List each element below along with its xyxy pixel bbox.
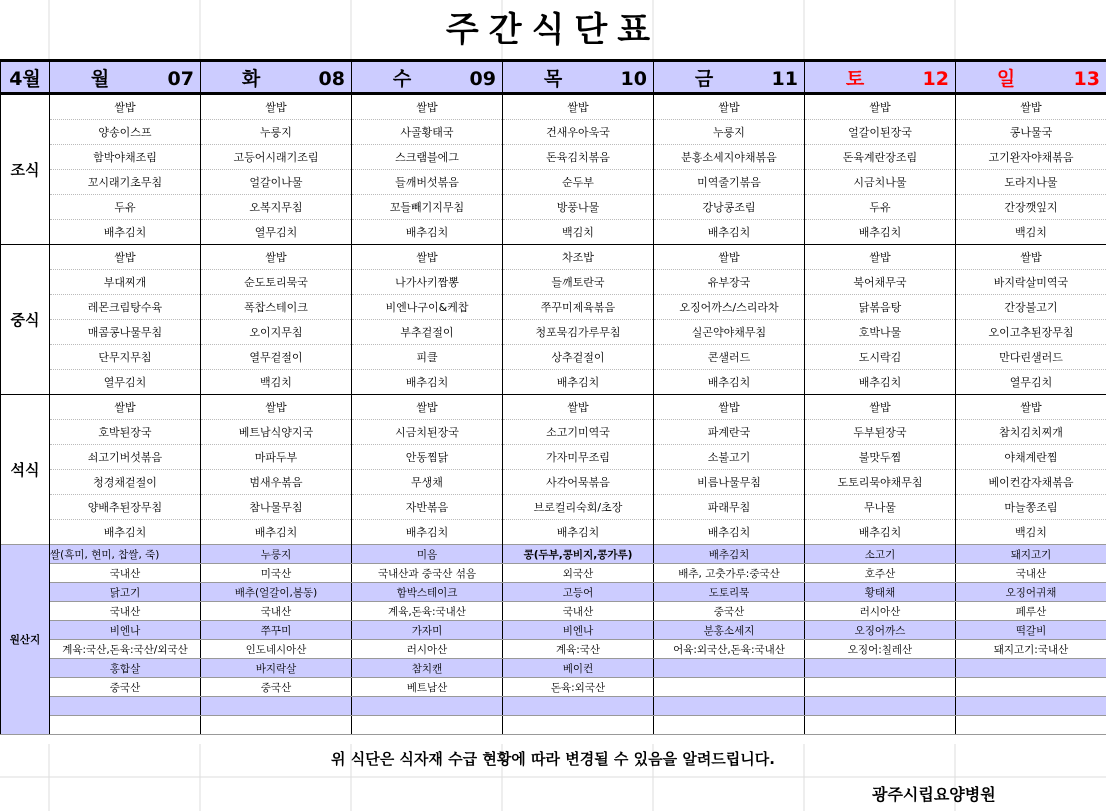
origin-country: 외국산 — [503, 564, 654, 583]
origin-country — [805, 716, 956, 735]
menu-item: 차조밥 — [503, 245, 654, 270]
origin-country: 계육:국산,돈육:국산/외국산 — [50, 640, 201, 659]
meal-row — [1, 120, 1106, 145]
origin-ingredient: 고등어 — [503, 583, 654, 602]
meal-row — [1, 520, 1106, 545]
menu-item: 소고기미역국 — [503, 420, 654, 445]
menu-item: 바지락살미역국 — [956, 270, 1106, 295]
day-name: 목 — [543, 67, 563, 90]
menu-item: 열무김치 — [50, 370, 201, 395]
origin-ingredient: 소고기 — [805, 545, 956, 564]
origin-row — [1, 583, 1106, 602]
menu-item: 베트남식양지국 — [201, 420, 352, 445]
menu-item: 무생채 — [352, 470, 503, 495]
menu-item: 두유 — [805, 195, 956, 220]
meal-label: 중식 — [1, 245, 50, 395]
menu-item: 쌀밥 — [50, 94, 201, 120]
menu-item: 불맛두찜 — [805, 445, 956, 470]
meal-row — [1, 145, 1106, 170]
origin-country: 국내산 — [201, 602, 352, 621]
origin-label: 원산지 — [1, 545, 50, 735]
origin-row — [1, 564, 1106, 583]
meal-row — [1, 220, 1106, 245]
origin-ingredient: 참치캔 — [352, 659, 503, 678]
weekly-menu-table — [0, 59, 1106, 735]
menu-item: 무나물 — [805, 495, 956, 520]
menu-item: 들깨토란국 — [503, 270, 654, 295]
menu-item: 레몬크림탕수육 — [50, 295, 201, 320]
menu-item: 백김치 — [956, 220, 1106, 245]
menu-item: 비름나물무침 — [654, 470, 805, 495]
origin-ingredient: 떡갈비 — [956, 621, 1106, 640]
origin-country: 국내산과 중국산 섞음 — [352, 564, 503, 583]
menu-item: 건새우아욱국 — [503, 120, 654, 145]
menu-item: 배추김치 — [50, 220, 201, 245]
meal-row — [1, 94, 1106, 120]
menu-item: 콘샐러드 — [654, 345, 805, 370]
menu-item: 자반볶음 — [352, 495, 503, 520]
menu-item: 청포묵김가루무침 — [503, 320, 654, 345]
menu-item: 쌀밥 — [956, 395, 1106, 420]
origin-ingredient: 바지락살 — [201, 659, 352, 678]
menu-item: 마늘쫑조림 — [956, 495, 1106, 520]
menu-item: 실곤약야채무침 — [654, 320, 805, 345]
origin-row — [1, 678, 1106, 697]
origin-ingredient — [50, 697, 201, 716]
menu-item: 사각어묵볶음 — [503, 470, 654, 495]
origin-country: 인도네시아산 — [201, 640, 352, 659]
menu-item: 폭찹스테이크 — [201, 295, 352, 320]
menu-item: 배추김치 — [654, 520, 805, 545]
origin-ingredient — [201, 697, 352, 716]
menu-item: 쌀밥 — [503, 395, 654, 420]
menu-item: 브로컬리숙회/초장 — [503, 495, 654, 520]
menu-item: 파래무침 — [654, 495, 805, 520]
origin-ingredient — [956, 697, 1106, 716]
origin-country: 중국산 — [50, 678, 201, 697]
day-name: 토 — [845, 67, 865, 90]
menu-item: 배추김치 — [503, 520, 654, 545]
day-header-row — [1, 61, 1106, 94]
menu-item: 배추김치 — [503, 370, 654, 395]
meal-row — [1, 445, 1106, 470]
menu-item: 쌀밥 — [805, 94, 956, 120]
menu-item: 오이지무침 — [201, 320, 352, 345]
day-name: 금 — [694, 67, 714, 90]
menu-change-notice: 위 식단은 식자재 수급 현황에 따라 변경될 수 있음을 알려드립니다. — [331, 750, 775, 768]
menu-item: 들깨버섯볶음 — [352, 170, 503, 195]
menu-item: 도시락김 — [805, 345, 956, 370]
menu-item: 양배추된장무침 — [50, 495, 201, 520]
menu-item: 범새우볶음 — [201, 470, 352, 495]
menu-item: 양송이스프 — [50, 120, 201, 145]
origin-ingredient: 도토리묵 — [654, 583, 805, 602]
origin-country: 어육:외국산,돈육:국내산 — [654, 640, 805, 659]
origin-country — [654, 716, 805, 735]
menu-item: 간장깻잎지 — [956, 195, 1106, 220]
meal-row — [1, 270, 1106, 295]
menu-item: 쌀밥 — [352, 395, 503, 420]
origin-country: 국내산 — [956, 564, 1106, 583]
origin-ingredient — [654, 697, 805, 716]
day-header-2 — [352, 61, 503, 94]
menu-item: 사골황태국 — [352, 120, 503, 145]
day-date: 07 — [167, 67, 194, 90]
origin-country — [654, 678, 805, 697]
menu-item: 꼬시래기초무침 — [50, 170, 201, 195]
menu-item: 마파두부 — [201, 445, 352, 470]
menu-item: 배추김치 — [654, 370, 805, 395]
origin-ingredient — [805, 659, 956, 678]
origin-country: 오징어:칠레산 — [805, 640, 956, 659]
menu-item: 오이고추된장무침 — [956, 320, 1106, 345]
menu-item: 청경채겉절이 — [50, 470, 201, 495]
origin-country: 페루산 — [956, 602, 1106, 621]
origin-ingredient: 분홍소세지 — [654, 621, 805, 640]
origin-row — [1, 602, 1106, 621]
menu-item: 부대찌개 — [50, 270, 201, 295]
meal-row — [1, 195, 1106, 220]
meal-row — [1, 420, 1106, 445]
day-name: 일 — [996, 67, 1016, 90]
menu-item: 고등어시래기조림 — [201, 145, 352, 170]
origin-country: 배추, 고춧가루:중국산 — [654, 564, 805, 583]
origin-ingredient: 돼지고기 — [956, 545, 1106, 564]
origin-row — [1, 545, 1106, 564]
menu-item: 누룽지 — [201, 120, 352, 145]
menu-item: 상추겉절이 — [503, 345, 654, 370]
menu-item: 쌀밥 — [50, 395, 201, 420]
menu-item: 배추김치 — [352, 520, 503, 545]
origin-country — [805, 678, 956, 697]
menu-item: 단무지무침 — [50, 345, 201, 370]
menu-item: 열무김치 — [956, 370, 1106, 395]
origin-ingredient: 콩(두부,콩비지,콩가루) — [503, 545, 654, 564]
origin-ingredient: 홍합살 — [50, 659, 201, 678]
origin-row — [1, 716, 1106, 735]
menu-item: 백김치 — [503, 220, 654, 245]
menu-item: 콩나물국 — [956, 120, 1106, 145]
menu-item: 도라지나물 — [956, 170, 1106, 195]
menu-item: 배추김치 — [654, 220, 805, 245]
day-header-4 — [654, 61, 805, 94]
menu-item: 도토리묵야채무침 — [805, 470, 956, 495]
day-name: 화 — [241, 67, 261, 90]
day-header-1 — [201, 61, 352, 94]
meal-row — [1, 320, 1106, 345]
menu-item: 부추겉절이 — [352, 320, 503, 345]
day-header-0 — [50, 61, 201, 94]
menu-item: 방풍나물 — [503, 195, 654, 220]
origin-country: 러시아산 — [805, 602, 956, 621]
day-date: 09 — [469, 67, 496, 90]
menu-item: 오징어까스/스리라차 — [654, 295, 805, 320]
menu-item: 백김치 — [956, 520, 1106, 545]
menu-item: 참나물무침 — [201, 495, 352, 520]
month-cell: 4월 — [1, 61, 50, 94]
day-name: 월 — [90, 67, 110, 90]
menu-item: 베이컨감자채볶음 — [956, 470, 1106, 495]
origin-country: 계육:국산 — [503, 640, 654, 659]
origin-country: 호주산 — [805, 564, 956, 583]
menu-item: 나가사키짬뽕 — [352, 270, 503, 295]
origin-country: 중국산 — [201, 678, 352, 697]
menu-item: 파계란국 — [654, 420, 805, 445]
origin-row — [1, 659, 1106, 678]
meal-label: 석식 — [1, 395, 50, 545]
menu-item: 쌀밥 — [201, 395, 352, 420]
day-header-5 — [805, 61, 956, 94]
menu-item: 닭볶음탕 — [805, 295, 956, 320]
menu-item: 강낭콩조림 — [654, 195, 805, 220]
menu-item: 참치김치찌개 — [956, 420, 1106, 445]
menu-item: 쌀밥 — [201, 245, 352, 270]
day-header-6 — [956, 61, 1106, 94]
menu-item: 순도토리묵국 — [201, 270, 352, 295]
menu-item: 피클 — [352, 345, 503, 370]
menu-item: 호박나물 — [805, 320, 956, 345]
menu-item: 배추김치 — [805, 520, 956, 545]
origin-country — [352, 716, 503, 735]
origin-ingredient: 미음 — [352, 545, 503, 564]
meal-row — [1, 395, 1106, 420]
menu-item: 얼갈이된장국 — [805, 120, 956, 145]
menu-item: 만다린샐러드 — [956, 345, 1106, 370]
menu-item: 배추김치 — [201, 520, 352, 545]
menu-item: 꼬들빼기지무침 — [352, 195, 503, 220]
origin-country: 중국산 — [654, 602, 805, 621]
menu-item: 호박된장국 — [50, 420, 201, 445]
meal-row — [1, 495, 1106, 520]
origin-ingredient: 베이컨 — [503, 659, 654, 678]
day-header-3 — [503, 61, 654, 94]
menu-item: 쌀밥 — [654, 94, 805, 120]
menu-item: 매콤콩나물무침 — [50, 320, 201, 345]
page-title: 주간식단표 — [445, 10, 661, 50]
menu-item: 북어채무국 — [805, 270, 956, 295]
origin-country — [956, 678, 1106, 697]
origin-ingredient: 황태채 — [805, 583, 956, 602]
menu-item: 미역줄기볶음 — [654, 170, 805, 195]
day-date: 08 — [318, 67, 345, 90]
menu-item: 분홍소세지야채볶음 — [654, 145, 805, 170]
menu-item: 고기완자야채볶음 — [956, 145, 1106, 170]
menu-item: 배추김치 — [352, 220, 503, 245]
menu-item: 쌀밥 — [956, 94, 1106, 120]
origin-country — [503, 716, 654, 735]
origin-ingredient: 오징어까스 — [805, 621, 956, 640]
origin-row — [1, 640, 1106, 659]
menu-item: 쌀밥 — [201, 94, 352, 120]
origin-country: 미국산 — [201, 564, 352, 583]
origin-ingredient: 쭈꾸미 — [201, 621, 352, 640]
hospital-name: 광주시립요양병원 — [872, 785, 996, 804]
menu-item: 가자미무조림 — [503, 445, 654, 470]
menu-item: 쌀밥 — [503, 94, 654, 120]
origin-country: 계육,돈육:국내산 — [352, 602, 503, 621]
day-date: 12 — [922, 67, 949, 90]
menu-item: 쇠고기버섯볶음 — [50, 445, 201, 470]
day-name: 수 — [392, 67, 412, 90]
origin-country — [956, 716, 1106, 735]
menu-item: 간장불고기 — [956, 295, 1106, 320]
menu-item: 쌀밥 — [654, 395, 805, 420]
menu-item: 시금치된장국 — [352, 420, 503, 445]
menu-item: 유부장국 — [654, 270, 805, 295]
menu-item: 얼갈이나물 — [201, 170, 352, 195]
menu-item: 쌀밥 — [956, 245, 1106, 270]
menu-item: 소불고기 — [654, 445, 805, 470]
day-date: 10 — [620, 67, 647, 90]
origin-ingredient: 오징어귀채 — [956, 583, 1106, 602]
menu-item: 열무겉절이 — [201, 345, 352, 370]
origin-ingredient: 배추(얼갈이,봄동) — [201, 583, 352, 602]
origin-ingredient — [503, 697, 654, 716]
origin-ingredient: 비엔나 — [50, 621, 201, 640]
origin-ingredient — [956, 659, 1106, 678]
origin-ingredient — [654, 659, 805, 678]
origin-country: 돼지고기:국내산 — [956, 640, 1106, 659]
menu-item: 돈육계란장조림 — [805, 145, 956, 170]
origin-country: 국내산 — [50, 564, 201, 583]
menu-item: 돈육김치볶음 — [503, 145, 654, 170]
menu-item: 배추김치 — [805, 220, 956, 245]
meal-row — [1, 470, 1106, 495]
menu-item: 오복지무침 — [201, 195, 352, 220]
menu-item: 쌀밥 — [352, 245, 503, 270]
origin-ingredient: 가자미 — [352, 621, 503, 640]
origin-row — [1, 697, 1106, 716]
menu-item: 순두부 — [503, 170, 654, 195]
menu-item: 배추김치 — [805, 370, 956, 395]
menu-item: 쌀밥 — [352, 94, 503, 120]
origin-ingredient — [352, 697, 503, 716]
menu-item: 누룽지 — [654, 120, 805, 145]
meal-row — [1, 245, 1106, 270]
menu-item: 스크램블에그 — [352, 145, 503, 170]
menu-item: 쭈꾸미제육볶음 — [503, 295, 654, 320]
origin-country — [201, 716, 352, 735]
day-date: 13 — [1073, 67, 1100, 90]
menu-item: 쌀밥 — [654, 245, 805, 270]
menu-item: 열무김치 — [201, 220, 352, 245]
meal-row — [1, 345, 1106, 370]
day-date: 11 — [771, 67, 798, 90]
origin-ingredient: 비엔나 — [503, 621, 654, 640]
menu-item: 두부된장국 — [805, 420, 956, 445]
menu-item: 배추김치 — [50, 520, 201, 545]
meal-row — [1, 370, 1106, 395]
meal-label: 조식 — [1, 94, 50, 245]
origin-ingredient: 누룽지 — [201, 545, 352, 564]
menu-item: 쌀밥 — [50, 245, 201, 270]
origin-country: 국내산 — [50, 602, 201, 621]
origin-country: 러시아산 — [352, 640, 503, 659]
menu-item: 함박야채조림 — [50, 145, 201, 170]
menu-item: 배추김치 — [352, 370, 503, 395]
origin-country: 베트남산 — [352, 678, 503, 697]
menu-item: 백김치 — [201, 370, 352, 395]
menu-item: 안동찜닭 — [352, 445, 503, 470]
origin-row — [1, 621, 1106, 640]
origin-country — [50, 716, 201, 735]
meal-row — [1, 295, 1106, 320]
menu-item: 두유 — [50, 195, 201, 220]
menu-item: 시금치나물 — [805, 170, 956, 195]
origin-ingredient — [805, 697, 956, 716]
origin-ingredient: 함박스테이크 — [352, 583, 503, 602]
menu-item: 야채계란찜 — [956, 445, 1106, 470]
origin-ingredient: 쌀(흑미, 현미, 찹쌀, 죽) — [50, 545, 201, 564]
menu-item: 쌀밥 — [805, 245, 956, 270]
meal-row — [1, 170, 1106, 195]
origin-ingredient: 배추김치 — [654, 545, 805, 564]
origin-country: 돈육:외국산 — [503, 678, 654, 697]
menu-item: 비엔나구이&케찹 — [352, 295, 503, 320]
origin-ingredient: 닭고기 — [50, 583, 201, 602]
origin-country: 국내산 — [503, 602, 654, 621]
menu-item: 쌀밥 — [805, 395, 956, 420]
